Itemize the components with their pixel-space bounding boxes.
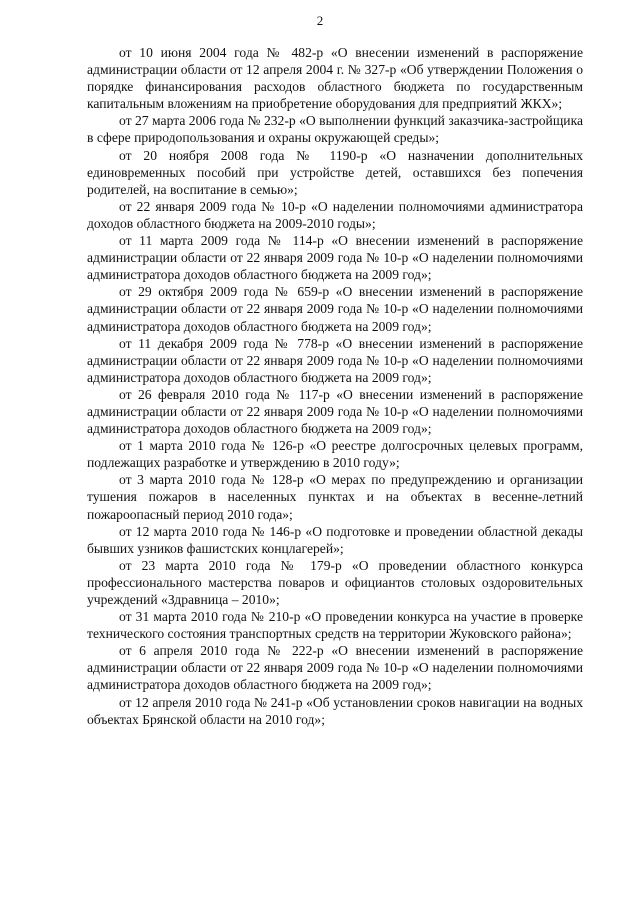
paragraph-order-146-r: от 12 марта 2010 года № 146-р «О подготовке и проведении областной декады бывших узников фашистских концлагерей»; <box>87 523 583 556</box>
paragraph-order-659-r: от 29 октября 2009 года № 659-р «О внесении изменений в распоряжение администрации области от 22 января 2009 года № 10-р «О наделении полномочиями администратора доходов областного бюджета на 2009 год»; <box>87 284 583 334</box>
paragraph-order-232-r: от 27 марта 2006 года № 232-р «О выполнении функций заказчика-застройщика в сфере природопользования и охраны окружающей среды»; <box>87 113 583 146</box>
paragraph-order-114-r: от 11 марта 2009 года № 114-р «О внесении изменений в распоряжение администрации области от 22 января 2009 года № 10-р «О наделении полномочиями администратора доходов областного бюджета на 2009 год»; <box>87 233 583 283</box>
paragraph-order-10-r: от 22 января 2009 года № 10-р «О наделении полномочиями администратора доходов областного бюджета на 2009-2010 годы»; <box>87 198 583 231</box>
paragraph-order-482-r: от 10 июня 2004 года № 482-р «О внесении изменений в распоряжение администрации области от 12 апреля 2004 г. № 327-р «Об утверждении Положения о порядке финансирования расходов областного бюджета по государственным капитальным вложениям на приобретение оборудования для предприятий ЖКХ»; <box>87 45 583 112</box>
paragraph-order-210-r: от 31 марта 2010 года № 210-р «О проведении конкурса на участие в проверке технического состояния транспортных средств на территории Жуковского района»; <box>87 609 583 642</box>
paragraph-order-179-r: от 23 марта 2010 года № 179-р «О проведении областного конкурса профессионального мастерства поваров и официантов столовых оздоровительных учреждений «Здравница – 2010»; <box>87 557 583 607</box>
paragraph-order-241-r: от 12 апреля 2010 года № 241-р «Об установлении сроков навигации на водных объектах Брянской области на 2010 год»; <box>87 694 583 727</box>
document-body <box>87 44 583 728</box>
paragraph-order-222-r: от 6 апреля 2010 года № 222-р «О внесении изменений в распоряжение администрации области от 22 января 2009 года № 10-р «О наделении полномочиями администратора доходов областного бюджета на 2009 год»; <box>87 643 583 693</box>
paragraph-order-128-r: от 3 марта 2010 года № 128-р «О мерах по предупреждению и организации тушения пожаров в населенных пунктах и на объектах в весенне-летний пожароопасный период 2010 года»; <box>87 472 583 522</box>
paragraph-order-117-r: от 26 февраля 2010 года № 117-р «О внесении изменений в распоряжение администрации области от 22 января 2009 года № 10-р «О наделении полномочиями администратора доходов областного бюджета на 2009 год»; <box>87 386 583 437</box>
paragraph-order-1190-r: от 20 ноября 2008 года № 1190-р «О назначении дополнительных единовременных пособий при устройстве детей, оставшихся без попечения родителей, на воспитание в семью»; <box>87 147 583 197</box>
paragraph-order-126-r: от 1 марта 2010 года № 126-р «О реестре долгосрочных целевых программ, подлежащих разработке и утверждению в 2010 году»; <box>87 438 583 471</box>
page-number: 2 <box>316 13 324 28</box>
paragraph-order-778-r: от 11 декабря 2009 года № 778-р «О внесении изменений в распоряжение администрации области от 22 января 2009 года № 10-р «О наделении полномочиями администратора доходов областного бюджета на 2009 год»; <box>87 335 583 385</box>
